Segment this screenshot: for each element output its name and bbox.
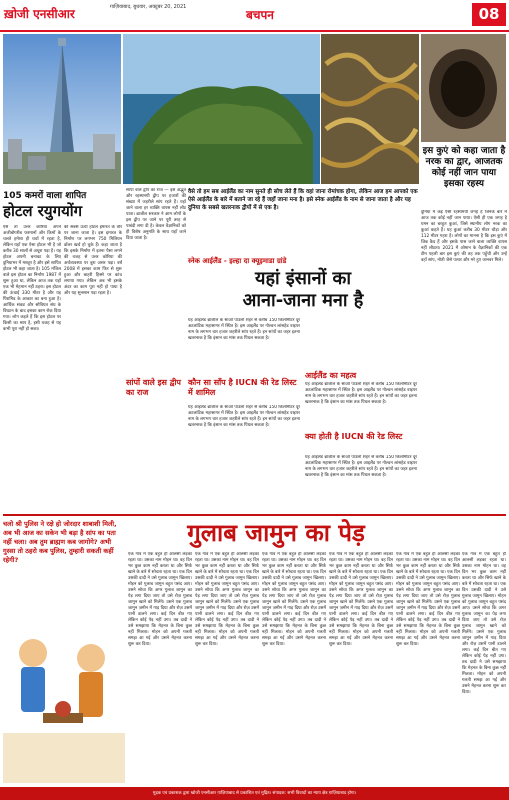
gulab-body-5: एक गांव में एक बहुत ही आलसी लड़का रहता था। उसका नाम मोहन था। वह दिन भर कुछ काम नहीं करता था और सिर्फ खाने के बारे में सोचता रहता था। एक दिन उसकी दादी ने उसे गुलाब जामुन खिलाए। मोहन को गुलाब जामुन बहुत पसंद आए। उसने सोचा कि अगर गुलाब जामुन का पेड़ लगा दिया जाए तो उसे रोज़ गुलाब जामुन खाने को मिलेंगे। उसने एक गुलाब जामुन ज़मीन में गाड़ दिया और रोज़ उसमें पानी डालने लगा। कई दिन बीत गए लेकिन कोई पेड़ नहीं उगा। तब दादी ने उसे समझाया कि मेहनत के बिना कुछ नहीं मिलता। मोहन को अपनी गलती समझ आ गई और उसने मेहनत करना शुरू कर दिया। xyxy=(396,552,460,647)
snake-headline-1: यहां इंसानों का xyxy=(255,268,351,289)
hotel-body: ऐसे तो उत्तर कोरिया अपने अजीबोगरीब फरमानों और किमों के चलते हमेशा ही चर्चा में रहता है, लेकिन यहाँ एक ऐसा होटल भी है जो करीब 30 सालों से अधूरा पड़ा है। यह होटल अपनी बनावट के लिए दुनियाभर में मशहूर है और इसे शापित होटल भी कहा जाता है। 105 मंजिल वाले इस होटल का निर्माण 1987 में शुरू हुआ था, लेकिन आज तक यहाँ एक भी मेहमान नहीं ठहरा। इस होटल की ऊंचाई 330 मीटर है और यह पिरामिड के आकार का बना हुआ है। आर्थिक संकट और सोवियत संघ के विघटन के बाद इसका काम रोक दिया गया। लोग कहते हैं कि इस होटल पर किसी का श्राप है, इसी वजह से यह कभी पूरा नहीं हो सका। xyxy=(3,225,61,332)
tourism-subhead: आईलैंड का महत्व xyxy=(305,371,357,380)
hotel-photo xyxy=(3,34,121,184)
gulab-headline: गुलाब जामुन का पेड़ xyxy=(187,519,365,547)
section-title: बचपन xyxy=(246,8,274,22)
gulab-body-4: एक गांव में एक बहुत ही आलसी लड़का रहता था। उसका नाम मोहन था। वह दिन भर कुछ काम नहीं करता था और सिर्फ खाने के बारे में सोचता रहता था। एक दिन उसकी दादी ने उसे गुलाब जामुन खिलाए। मोहन को गुलाब जामुन बहुत पसंद आए। उसने सोचा कि अगर गुलाब जामुन का पेड़ लगा दिया जाए तो उसे रोज़ गुलाब जामुन खाने को मिलेंगे। उसने एक गुलाब जामुन ज़मीन में गाड़ दिया और रोज़ उसमें पानी डालने लगा। कई दिन बीत गए लेकिन कोई पेड़ नहीं उगा। तब दादी ने उसे समझाया कि मेहनत के बिना कुछ नहीं मिलता। मोहन को अपनी गलती समझ आ गई और उसने मेहनत करना शुरू कर दिया। xyxy=(329,552,393,647)
hotel-subhead: सांपों वाले इस द्वीप का राज xyxy=(126,378,181,397)
snakes-photo xyxy=(321,34,419,184)
snake-island-photo xyxy=(123,34,320,184)
hell-headline: इस कुएं को कहा जाता है नरक का द्वार, आजतक कोई नहीं जान पाया इसका रहस्य xyxy=(422,146,506,189)
hotel-col2: की सबसे ऊंची होटल इमारत के तौर पर जाना जाता है। इस इमारत के निर्माण पर लगभग 750 मिलियन डॉलर खर्च हो चुके हैं। कहा जाता है कि इसके निर्माण में इतना पैसा लगने की वजह से उत्तर कोरिया की अर्थव्यवस्था पर बुरा असर पड़ा। वर्ष 2008 में इसका काम फिर से शुरू हुआ और बाहरी हिस्से पर कांच लगाया गया। लेकिन अब भी इसके अंदर का काम पूरा नहीं हो पाया है और यह सुनसान पड़ा रहता है। xyxy=(64,225,122,296)
snake-body-3: यह आइलैंड ब्राजील के साओ पाउलो शहर से करीब 150 किलोमीटर दूर अटलांटिक महासागर में स्थित है। इस आइलैंड पर गोल्डन लांसहेड वाइपर नाम के लगभग चार हजार जहरीले सांप रहते हैं। इन सांपों का जहर इतना खतरनाक है कि इंसान का मांस तक पिघल सकता है। xyxy=(305,382,417,405)
snake-kicker: स्नेक आईलैंड - इल्हा दा क्यूइमाडा ग्रांडे xyxy=(188,257,287,265)
hotel-col3: सांपों वाले द्वीप का राज — इस अद्भुत और रहस्यमयी द्वीप पर हजारों की संख्या में जहरीले सांप रहते हैं। यहाँ जाने वाला हर व्यक्ति वापस नहीं लौट पाता। ब्राजील सरकार ने आम लोगों के इस द्वीप पर जाने पर पूरी तरह से पाबंदी लगा दी है। केवल वैज्ञानिकों को ही विशेष अनुमति के साथ यहाँ जाने दिया जाता है। xyxy=(126,188,186,241)
snake-headline-2: आना-जाना मना है xyxy=(242,290,364,311)
snake-body-4: यह आइलैंड ब्राजील के साओ पाउलो शहर से करीब 150 किलोमीटर दूर अटलांटिक महासागर में स्थित है। इस आइलैंड पर गोल्डन लांसहेड वाइपर नाम के लगभग चार हजार जहरीले सांप रहते हैं। इन सांपों का जहर इतना खतरनाक है कि इंसान का मांस तक पिघल सकता है। xyxy=(305,455,417,478)
cartoon-illustration xyxy=(3,613,125,783)
gulab-quote: चलो श्री पुलिस ने रक्षे हो जोरदार शाबाशी मिली, अब भी आज का सकेन भी बड़ा है सांप का पता नहीं चला। अब तुम ब्राह्मण कब जागोगे? अभी गुस्सा तो ठहरो कब पुलिस, तुम्हारी सकती कहीं रहेगी? xyxy=(3,520,117,564)
page-number: 08 xyxy=(472,3,506,26)
snake-body: यह आइलैंड ब्राजील के साओ पाउलो शहर से करीब 150 किलोमीटर दूर अटलांटिक महासागर में स्थित है। इस आइलैंड पर गोल्डन लांसहेड वाइपर नाम के लगभग चार हजार जहरीले सांप रहते हैं। इन सांपों का जहर इतना खतरनाक है कि इंसान का मांस तक पिघल सकता है। xyxy=(188,318,300,341)
hell-body: दुनिया में कई ऐसी रहस्यमयी जगहें हैं जिनके बारे में आज तक कोई नहीं जान पाया। ऐसी ही एक जगह है यमन का बरहूत कुआं, जिसे स्थानीय लोग नरक का कुआं कहते हैं। यह कुआं करीब 30 मीटर चौड़ा और 112 मीटर गहरा है। लोगों का मानना है कि इस कुएं में जिन्न कैद हैं और इसके पास जाने वाला व्यक्ति वापस नहीं लौटता। 2021 में ओमान के वैज्ञानिकों की एक टीम पहली बार इस कुएं की तह तक पहुँची और उन्हें वहाँ सांप, मोती जैसे पत्थर और मरे हुए जानवर मिले। xyxy=(421,210,507,263)
hotel-headline xyxy=(3,190,121,220)
brand-logo: ख़ोजी एनसीआर xyxy=(4,7,75,21)
gulab-body-6: एक गांव में एक बहुत ही आलसी लड़का रहता था। उसका नाम मोहन था। वह दिन भर कुछ काम नहीं करता था और सिर्फ खाने के बारे में सोचता रहता था। एक दिन उसकी दादी ने उसे गुलाब जामुन खिलाए। मोहन को गुलाब जामुन बहुत पसंद आए। उसने सोचा कि अगर गुलाब जामुन का पेड़ लगा दिया जाए तो उसे रोज़ गुलाब जामुन खाने को मिलेंगे। उसने एक गुलाब जामुन ज़मीन में गाड़ दिया और रोज़ उसमें पानी डालने लगा। कई दिन बीत गए लेकिन कोई पेड़ नहीं उगा। तब दादी ने उसे समझाया कि मेहनत के बिना कुछ नहीं मिलता। मोहन को अपनी गलती समझ आ गई और उसने मेहनत करना शुरू कर दिया। xyxy=(462,552,506,695)
gulab-body-1: एक गांव में एक बहुत ही आलसी लड़का रहता था। उसका नाम मोहन था। वह दिन भर कुछ काम नहीं करता था और सिर्फ खाने के बारे में सोचता रहता था। एक दिन उसकी दादी ने उसे गुलाब जामुन खिलाए। मोहन को गुलाब जामुन बहुत पसंद आए। उसने सोचा कि अगर गुलाब जामुन का पेड़ लगा दिया जाए तो उसे रोज़ गुलाब जामुन खाने को मिलेंगे। उसने एक गुलाब जामुन ज़मीन में गाड़ दिया और रोज़ उसमें पानी डालने लगा। कई दिन बीत गए लेकिन कोई पेड़ नहीं उगा। तब दादी ने उसे समझाया कि मेहनत के बिना कुछ नहीं मिलता। मोहन को अपनी गलती समझ आ गई और उसने मेहनत करना शुरू कर दिया। xyxy=(128,552,192,647)
gulab-body-2: एक गांव में एक बहुत ही आलसी लड़का रहता था। उसका नाम मोहन था। वह दिन भर कुछ काम नहीं करता था और सिर्फ खाने के बारे में सोचता रहता था। एक दिन उसकी दादी ने उसे गुलाब जामुन खिलाए। मोहन को गुलाब जामुन बहुत पसंद आए। उसने सोचा कि अगर गुलाब जामुन का पेड़ लगा दिया जाए तो उसे रोज़ गुलाब जामुन खाने को मिलेंगे। उसने एक गुलाब जामुन ज़मीन में गाड़ दिया और रोज़ उसमें पानी डालने लगा। कई दिन बीत गए लेकिन कोई पेड़ नहीं उगा। तब दादी ने उसे समझाया कि मेहनत के बिना कुछ नहीं मिलता। मोहन को अपनी गलती समझ आ गई और उसने मेहनत करना शुरू कर दिया। xyxy=(195,552,259,647)
snake-headline xyxy=(188,268,418,312)
hotel-headline-bottom: होटल रयुगयोंग xyxy=(3,202,83,220)
snake-intro: वैसे तो हम सब आईलैंड का नाम सुनते ही सोच लेते हैं कि वहां जाना रोमांचक होगा, लेकिन आज हम आपको एक ऐसे आईलैंड के बारे में बताने जा रहे हैं जहाँ जाना मना है। इसे स्नेक आईलैंड के नाम से जाना जाता है और यह दुनिया के सबसे खतरनाक द्वीपों में से एक है। xyxy=(188,189,418,211)
iucn-subhead: कौन सा साँप है IUCN की रेड लिस्ट में शामिल xyxy=(188,378,297,397)
snake-body-2: यह आइलैंड ब्राजील के साओ पाउलो शहर से करीब 150 किलोमीटर दूर अटलांटिक महासागर में स्थित है। इस आइलैंड पर गोल्डन लांसहेड वाइपर नाम के लगभग चार हजार जहरीले सांप रहते हैं। इन सांपों का जहर इतना खतरनाक है कि इंसान का मांस तक पिघल सकता है। xyxy=(188,405,300,428)
divider xyxy=(3,514,506,516)
dateline: ग़ाज़ियाबाद, बुधवार, अक्टूबर 20, 2021 xyxy=(110,4,187,10)
iucn-subhead-2: क्या होती है IUCN की रेड लिस्ट xyxy=(305,432,403,441)
hotel-headline-top: 105 कमरों वाला शापित xyxy=(3,191,87,201)
well-photo xyxy=(421,34,506,142)
gulab-body-3: एक गांव में एक बहुत ही आलसी लड़का रहता था। उसका नाम मोहन था। वह दिन भर कुछ काम नहीं करता था और सिर्फ खाने के बारे में सोचता रहता था। एक दिन उसकी दादी ने उसे गुलाब जामुन खिलाए। मोहन को गुलाब जामुन बहुत पसंद आए। उसने सोचा कि अगर गुलाब जामुन का पेड़ लगा दिया जाए तो उसे रोज़ गुलाब जामुन खाने को मिलेंगे। उसने एक गुलाब जामुन ज़मीन में गाड़ दिया और रोज़ उसमें पानी डालने लगा। कई दिन बीत गए लेकिन कोई पेड़ नहीं उगा। तब दादी ने उसे समझाया कि मेहनत के बिना कुछ नहीं मिलता। मोहन को अपनी गलती समझ आ गई और उसने मेहनत करना शुरू कर दिया। xyxy=(262,552,326,647)
footer-imprint: मुद्रक एवं प्रकाशक द्वारा खोजी एनसीआर ग़ाज़ियाबाद से प्रकाशित एवं मुद्रित। संपादक: सभी विवादों का न्याय क्षेत्र ग़ाज़ियाबाद होगा। xyxy=(0,787,509,800)
